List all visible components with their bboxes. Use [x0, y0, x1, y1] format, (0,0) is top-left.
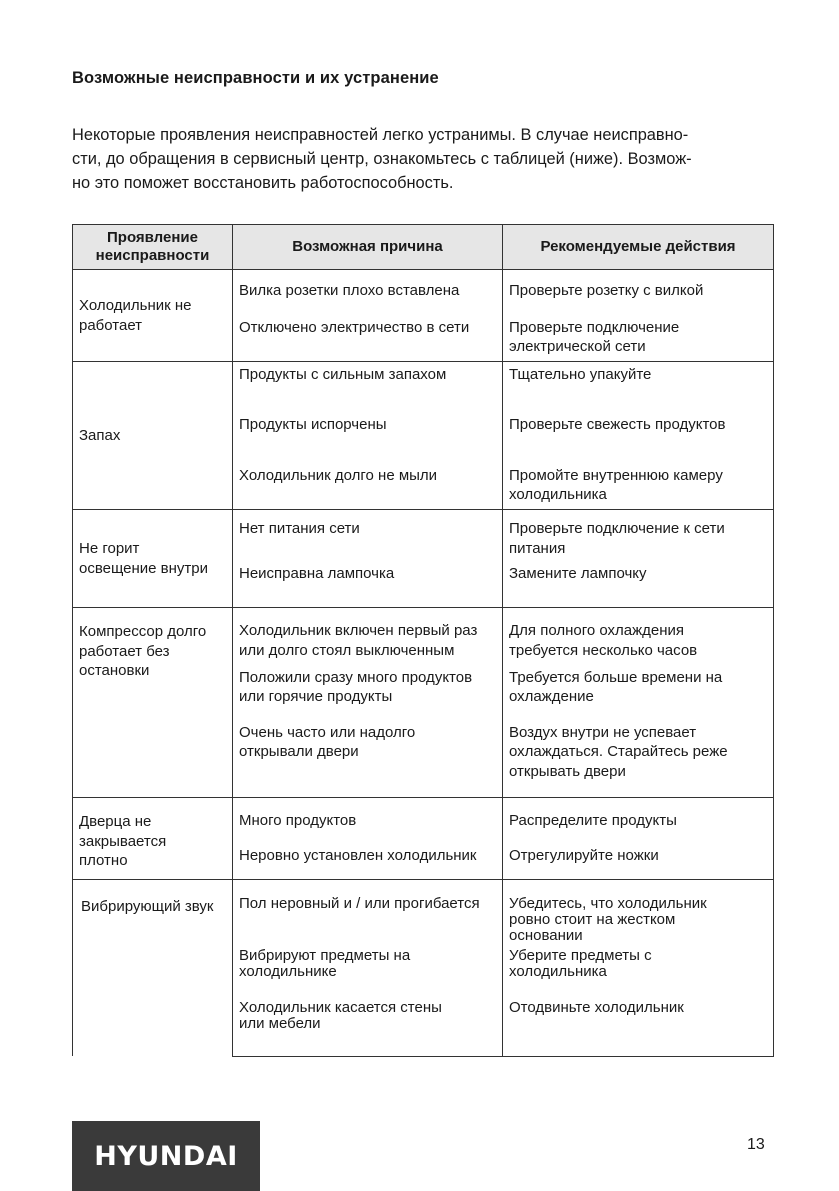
table-row	[73, 510, 774, 562]
cause-cell	[233, 316, 503, 362]
action-line: Уберите предметы с	[509, 947, 652, 964]
header-action: Рекомендуемые действия	[503, 225, 774, 270]
action-line: Распределите продукты	[509, 812, 677, 829]
page-number: 13	[747, 1136, 765, 1153]
symptom-line: плотно	[79, 852, 128, 869]
action-line: электрической сети	[509, 338, 646, 355]
cause-line: Пол неровный и / или прогибается	[239, 895, 480, 912]
symptom-line: закрывается	[79, 832, 167, 850]
symptom-line: остановки	[79, 662, 150, 679]
symptom-cell	[73, 510, 233, 608]
cause-cell	[233, 996, 503, 1056]
table-row	[73, 798, 774, 842]
action-line: Воздух внутри не успевает	[509, 723, 697, 741]
cause-cell	[233, 608, 503, 664]
cause-line: Холодильник долго не мыли	[239, 466, 438, 484]
symptom-line: Не горит	[79, 540, 140, 557]
cause-line: Неровно установлен холодильник	[239, 846, 477, 864]
action-line: Для полного охлаждения	[509, 622, 685, 639]
cause-line: Вибрируют предметы на	[239, 947, 411, 964]
cause-line: Положили сразу много продуктов	[239, 668, 473, 686]
cause-line: Вилка розетки плохо вставлена	[239, 282, 460, 299]
action-line: Тщательно упакуйте	[509, 366, 652, 383]
action-cell	[503, 798, 774, 842]
section-title: Возможные неисправности и их устранение	[72, 69, 439, 87]
header-cause: Возможная причина	[233, 225, 503, 270]
action-cell	[503, 460, 774, 510]
symptom-line: Вибрирующий звук	[81, 898, 214, 915]
action-cell	[503, 718, 774, 798]
action-cell	[503, 608, 774, 664]
symptom-line: освещение внутри	[79, 559, 209, 577]
action-cell	[503, 996, 774, 1056]
cause-line: Нет питания сети	[239, 520, 360, 537]
action-line: Требуется больше времени на	[509, 668, 723, 686]
action-line: Проверьте свежесть продуктов	[509, 415, 726, 433]
action-line: охлаждение	[509, 688, 594, 705]
action-cell	[503, 842, 774, 880]
action-cell	[503, 510, 774, 562]
cause-cell	[233, 410, 503, 460]
action-line: открывать двери	[509, 762, 626, 780]
action-cell	[503, 880, 774, 945]
table-body	[73, 270, 774, 1057]
cause-line: или горячие продукты	[239, 688, 393, 705]
cause-line: Продукты с сильным запахом	[239, 366, 447, 383]
cause-line: холодильнике	[239, 963, 337, 980]
intro-line: Некоторые проявления неисправностей легко устранимы. В случае неисправно-	[72, 126, 689, 144]
cause-cell	[233, 362, 503, 410]
symptom-line: Дверца не	[79, 813, 152, 830]
action-line: Замените лампочку	[509, 564, 647, 582]
brand-logo-text: HYUNDAI	[94, 1140, 238, 1172]
intro-line: сти, до обращения в сервисный центр, ознакомьтесь с таблицей (ниже). Возмож-	[72, 150, 692, 168]
symptom-cell	[73, 270, 233, 362]
action-line: основании	[509, 927, 583, 944]
action-cell	[503, 316, 774, 362]
table-header-row	[73, 225, 774, 270]
action-cell	[503, 270, 774, 316]
intro-line: но это поможет восстановить работоспособность.	[72, 174, 454, 192]
action-line: Проверьте розетку с вилкой	[509, 282, 704, 299]
brand-logo	[72, 1121, 260, 1191]
action-line: холодильника	[509, 963, 607, 980]
intro-paragraph	[72, 123, 772, 195]
symptom-line: работает	[79, 316, 143, 334]
symptom-cell	[73, 608, 233, 798]
table-row	[73, 880, 774, 945]
action-cell	[503, 562, 774, 608]
cause-line: Отключено электричество в сети	[239, 318, 470, 336]
cause-line: Много продуктов	[239, 812, 357, 829]
table-row	[73, 270, 774, 316]
symptom-line: Холодильник не	[79, 297, 192, 314]
action-line: питания	[509, 539, 566, 557]
cause-line: Холодильник включен первый раз	[239, 622, 478, 639]
cause-line: открывали двери	[239, 743, 359, 760]
action-line: охлаждаться. Старайтесь реже	[509, 743, 728, 760]
action-line: ровно стоит на жестком	[509, 911, 676, 928]
cause-line: Холодильник касается стены	[239, 999, 442, 1016]
cause-cell	[233, 664, 503, 718]
action-cell	[503, 944, 774, 996]
table-row	[73, 362, 774, 410]
action-cell	[503, 410, 774, 460]
action-line: Проверьте подключение	[509, 318, 680, 336]
cause-line: Неисправна лампочка	[239, 564, 395, 582]
action-line: требуется несколько часов	[509, 641, 698, 659]
cause-cell	[233, 510, 503, 562]
action-line: Промойте внутреннюю камеру	[509, 466, 723, 484]
action-line: Проверьте подключение к сети	[509, 520, 725, 537]
troubleshooting-table	[72, 224, 774, 1057]
cause-cell	[233, 460, 503, 510]
symptom-cell	[73, 798, 233, 880]
action-cell	[503, 664, 774, 718]
cause-cell	[233, 944, 503, 996]
cause-cell	[233, 718, 503, 798]
header-symptom	[73, 225, 233, 270]
cause-line: или мебели	[239, 1015, 321, 1032]
action-line: Убедитесь, что холодильник	[509, 895, 707, 912]
action-line: Отодвиньте холодильник	[509, 999, 684, 1016]
symptom-line: Запах	[79, 426, 121, 444]
action-cell	[503, 362, 774, 410]
action-line: Отрегулируйте ножки	[509, 846, 659, 864]
cause-cell	[233, 842, 503, 880]
symptom-line: работает без	[79, 642, 170, 660]
cause-cell	[233, 270, 503, 316]
cause-line: или долго стоял выключенным	[239, 641, 455, 659]
symptom-cell	[73, 880, 233, 1057]
symptom-line: Компрессор долго	[79, 623, 207, 640]
header-symptom-line: неисправности	[95, 247, 210, 264]
action-line: холодильника	[509, 486, 607, 503]
cause-line: Продукты испорчены	[239, 415, 387, 433]
symptom-cell	[73, 362, 233, 510]
cause-cell	[233, 562, 503, 608]
table-row	[73, 608, 774, 664]
cause-cell	[233, 798, 503, 842]
cause-line: Очень часто или надолго	[239, 723, 416, 741]
header-symptom-line: Проявление	[107, 228, 198, 246]
cause-cell	[233, 880, 503, 945]
